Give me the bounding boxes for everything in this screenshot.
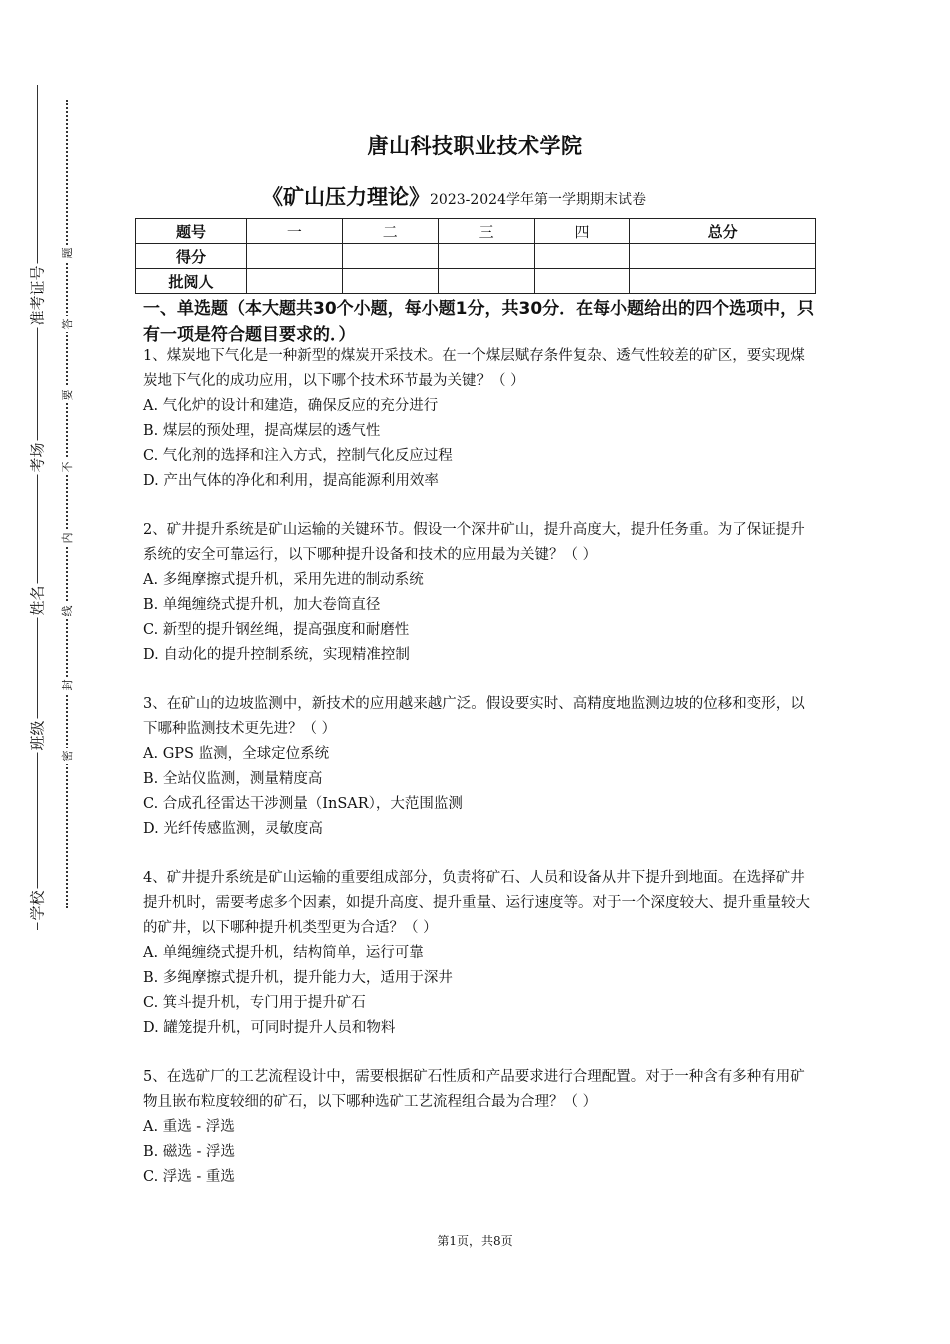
option-c: C. 合成孔径雷达干涉测量（InSAR），大范围监测 [143, 796, 463, 812]
grader-cell[interactable] [247, 269, 343, 294]
grader-cell[interactable] [534, 269, 630, 294]
score-cell[interactable] [342, 244, 438, 269]
field-name-label: 姓名 [28, 585, 47, 616]
question-stem: 4、矿井提升系统是矿山运输的重要组成部分，负责将矿石、人员和设备从井下提升到地面。在选择矿井提升机时，需要考虑多个因素，如提升高度、提升重量、运行速度等。对于一个深度较大、提升重量较大的矿井，以下哪种提升机类型更为合适？（ ） [143, 870, 810, 936]
score-cell[interactable] [247, 244, 343, 269]
binding-dotted-line [66, 100, 68, 908]
option-c: C. 箕斗提升机，专门用于提升矿石 [143, 995, 366, 1011]
question-stem: 3、在矿山的边坡监测中，新技术的应用越来越广泛。假设要实时、高精度地监测边坡的位移和变形，以下哪种监测技术更先进？（ ） [143, 696, 805, 737]
score-col-1: 一 [247, 219, 343, 244]
binding-margin [0, 0, 110, 1344]
field-school-label: 学校 [28, 890, 47, 921]
option-b: B. 单绳缠绕式提升机，加大卷筒直径 [143, 597, 381, 613]
seal-char-bu: 不 [59, 459, 75, 475]
grader-cell[interactable] [630, 269, 816, 294]
option-b: B. 多绳摩擦式提升机，提升能力大，适用于深井 [143, 970, 453, 986]
course-title: 《矿山压力理论》 [262, 185, 430, 209]
score-table-header-row [136, 219, 816, 244]
question-5 [143, 1065, 815, 1190]
grader-cell[interactable] [438, 269, 534, 294]
grader-cell[interactable] [342, 269, 438, 294]
option-d: D. 产出气体的净化和利用，提高能源利用效率 [143, 473, 439, 489]
question-3 [143, 692, 815, 842]
option-d: D. 自动化的提升控制系统，实现精准控制 [143, 647, 410, 663]
option-d: D. 罐笼提升机，可同时提升人员和物料 [143, 1020, 396, 1036]
option-c: C. 浮选 - 重选 [143, 1169, 235, 1185]
seal-char-nei: 内 [59, 530, 75, 546]
question-2 [143, 518, 815, 668]
question-4 [143, 866, 815, 1041]
seal-char-xian: 线 [59, 603, 75, 619]
score-col-4: 四 [534, 219, 630, 244]
field-class-label: 班级 [28, 720, 47, 751]
exam-subtitle: 2023-2024学年第一学期期末试卷 [430, 192, 646, 208]
option-a: A. 气化炉的设计和建造，确保反应的充分进行 [143, 398, 439, 414]
question-list [143, 344, 815, 1214]
score-table-row-grader [136, 269, 816, 294]
option-c: C. 新型的提升钢丝绳，提高强度和耐磨性 [143, 622, 410, 638]
score-col-3: 三 [438, 219, 534, 244]
score-col-2: 二 [342, 219, 438, 244]
score-col-total: 总分 [630, 219, 816, 244]
option-a: A. 多绳摩擦式提升机，采用先进的制动系统 [143, 572, 424, 588]
section-heading: 一、单选题（本大题共30个小题，每小题1分，共30分．在每小题给出的四个选项中，只有一项是符合题目要求的．） [143, 299, 815, 345]
option-a: A. 单绳缠绕式提升机，结构简单，运行可靠 [143, 945, 424, 961]
seal-char-feng: 封 [59, 677, 75, 693]
seal-char-yao: 要 [59, 387, 75, 403]
option-a: A. 重选 - 浮选 [143, 1119, 235, 1135]
question-stem: 5、在选矿厂的工艺流程设计中，需要根据矿石性质和产品要求进行合理配置。对于一种含有多种有用矿物且嵌布粒度较细的矿石，以下哪种选矿工艺流程组合最为合理？（ ） [143, 1069, 805, 1110]
score-cell[interactable] [438, 244, 534, 269]
seal-char-mi: 密 [59, 748, 75, 764]
score-table [135, 218, 816, 294]
question-1 [143, 344, 815, 494]
option-b: B. 磁选 - 浮选 [143, 1144, 235, 1160]
binding-solid-line [37, 85, 38, 930]
field-ticket-number-label: 准考证号 [28, 265, 47, 326]
question-stem: 2、矿井提升系统是矿山运输的关键环节。假设一个深井矿山，提升高度大，提升任务重。为了保证提升系统的安全可靠运行，以下哪种提升设备和技术的应用最为关键？（ ） [143, 522, 805, 563]
field-exam-room-label: 考场 [28, 442, 47, 473]
exam-title [262, 181, 646, 211]
score-col-number: 题号 [136, 219, 247, 244]
question-stem: 1、煤炭地下气化是一种新型的煤炭开采技术。在一个煤层赋存条件复杂、透气性较差的矿区，要实现煤炭地下气化的成功应用，以下哪个技术环节最为关键？（ ） [143, 348, 805, 389]
option-c: C. 气化剂的选择和注入方式，控制气化反应过程 [143, 448, 453, 464]
option-d: D. 光纤传感监测，灵敏度高 [143, 821, 323, 837]
grader-row-label: 批阅人 [136, 269, 247, 294]
seal-char-ti: 题 [59, 245, 75, 261]
seal-char-da: 答 [59, 316, 75, 332]
score-cell[interactable] [534, 244, 630, 269]
score-cell[interactable] [630, 244, 816, 269]
option-b: B. 煤层的预处理，提高煤层的透气性 [143, 423, 381, 439]
option-a: A. GPS 监测，全球定位系统 [143, 746, 330, 762]
school-title: 唐山科技职业技术学院 [367, 134, 583, 158]
score-table-row-score [136, 244, 816, 269]
score-row-label: 得分 [136, 244, 247, 269]
option-b: B. 全站仪监测，测量精度高 [143, 771, 323, 787]
page-footer: 第1页，共8页 [437, 1234, 513, 1248]
